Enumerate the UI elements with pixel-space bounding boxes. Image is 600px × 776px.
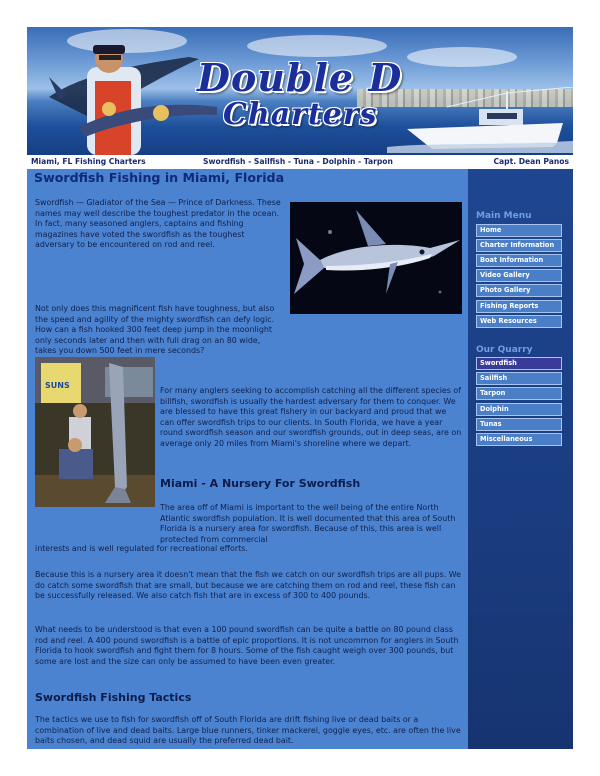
nav-video-gallery[interactable]: Video Gallery — [476, 269, 562, 282]
paragraph-battle: What needs to be understood is that even a 100 pound swordfish can be quite a battle on 80 pound class rod and reel. A 400 pound swordfish is a battle of epic proportions. It is not uncommon for anglers in South Florida to hook swordfish and fight them for 8 hours. Some of the fish caught weigh over 300 pounds, but some are lost and the size can only be assumed to have been even greater. — [35, 625, 459, 666]
quarry-swordfish[interactable]: Swordfish — [476, 357, 562, 370]
paragraph-intro: Swordfish — Gladiator of the Sea — Prince of Darkness. These names may well describe the toughest predator in the ocean. In fact, many seasoned anglers, captains and fishing magazines have voted the swordfish as the toughest adversary to be encountered on rod and reel. — [35, 198, 281, 250]
nav-charter-information[interactable]: Charter Information — [476, 239, 562, 252]
charter-boat-image — [387, 87, 573, 153]
main-menu-title: Main Menu — [476, 211, 532, 221]
quarry-miscellaneous[interactable]: Miscellaneous — [476, 433, 562, 446]
paragraph-pups: Because this is a nursery area it doesn't mean that the fish we catch on our swordfish trips are all pups. We do catch some swordfish that are small, but because we are catching them on rod and reel, these fish can be successfully released. We also catch fish that are in excess of 300 to 400 pounds. — [35, 570, 461, 601]
nav-web-resources[interactable]: Web Resources — [476, 315, 562, 328]
nav-home[interactable]: Home — [476, 224, 562, 237]
page-frame — [27, 27, 573, 749]
quarry-sailfish[interactable]: Sailfish — [476, 372, 562, 385]
cloud — [247, 35, 387, 57]
swordfish-dock-photo — [35, 357, 155, 507]
quarry-tunas[interactable]: Tunas — [476, 418, 562, 431]
sidebar — [468, 169, 573, 749]
header-banner — [27, 27, 573, 155]
paragraph-agility: Not only does this magnificent fish have toughness, but also the speed and agility of the mighty swordfish can defy logic. How can a fish hooked 300 feet deep jump in the moonlight only seconds later and then with full drag on an 80 wide, takes you down 500 feet in mere seconds? — [35, 304, 275, 356]
tagline-strip — [27, 155, 573, 169]
dock-sign-text: SUNS — [45, 381, 70, 390]
swordfish-jumping-photo — [290, 202, 462, 314]
page-title: Swordfish Fishing in Miami, Florida — [34, 170, 285, 185]
logo-line-1: Double D — [197, 55, 403, 100]
swordfish-icon — [290, 202, 462, 314]
heading-nursery: Miami - A Nursery For Swordfish — [160, 477, 361, 490]
nav-boat-information[interactable]: Boat Information — [476, 254, 562, 267]
tagline-species: Swordfish - Sailfish - Tuna - Dolphin - Tarpon — [203, 157, 393, 166]
paragraph-nursery-cont: interests and is well regulated for recreational efforts. — [35, 544, 248, 553]
paragraph-tactics: The tactics we use to fish for swordfish off of South Florida are drift fishing live or dead baits or a combination of live and dead baits. Large blue runners, tinker mackerel, goggle eyes, etc. are often the live baits chosen, and dead squid are usually the preferred dead bait. — [35, 715, 461, 746]
heading-tactics: Swordfish Fishing Tactics — [35, 691, 192, 704]
main-content — [27, 169, 468, 749]
paragraph-nursery: The area off of Miami is important to the well being of the entire North Atlantic swordfish population. It is well documented that this area of South Florida is a nursery area for swordfish. Because of this, this area is well protected from commercial — [160, 503, 456, 544]
nav-fishing-reports[interactable]: Fishing Reports — [476, 300, 562, 313]
tagline-captain: Capt. Dean Panos — [493, 157, 569, 166]
quarry-dolphin[interactable]: Dolphin — [476, 403, 562, 416]
dock-scene-icon — [35, 357, 155, 507]
tagline-location: Miami, FL Fishing Charters — [31, 157, 146, 166]
paragraph-billfish: For many anglers seeking to accomplish catching all the different species of billfish, swordfish is usually the hardest adversary for them to conquer. We are blessed to have this great fishery in our backyard and proud that we can offer swordfish trips to our clients. In South Florida, we have a year round swordfish season and our swordfish grounds, out in deep seas, are on average only 20 miles from Miami's shoreline where we depart. — [160, 386, 462, 448]
quarry-tarpon[interactable]: Tarpon — [476, 387, 562, 400]
nav-photo-gallery[interactable]: Photo Gallery — [476, 284, 562, 297]
quarry-menu-title: Our Quarry — [476, 345, 533, 355]
logo-line-2: Charters — [223, 97, 378, 132]
